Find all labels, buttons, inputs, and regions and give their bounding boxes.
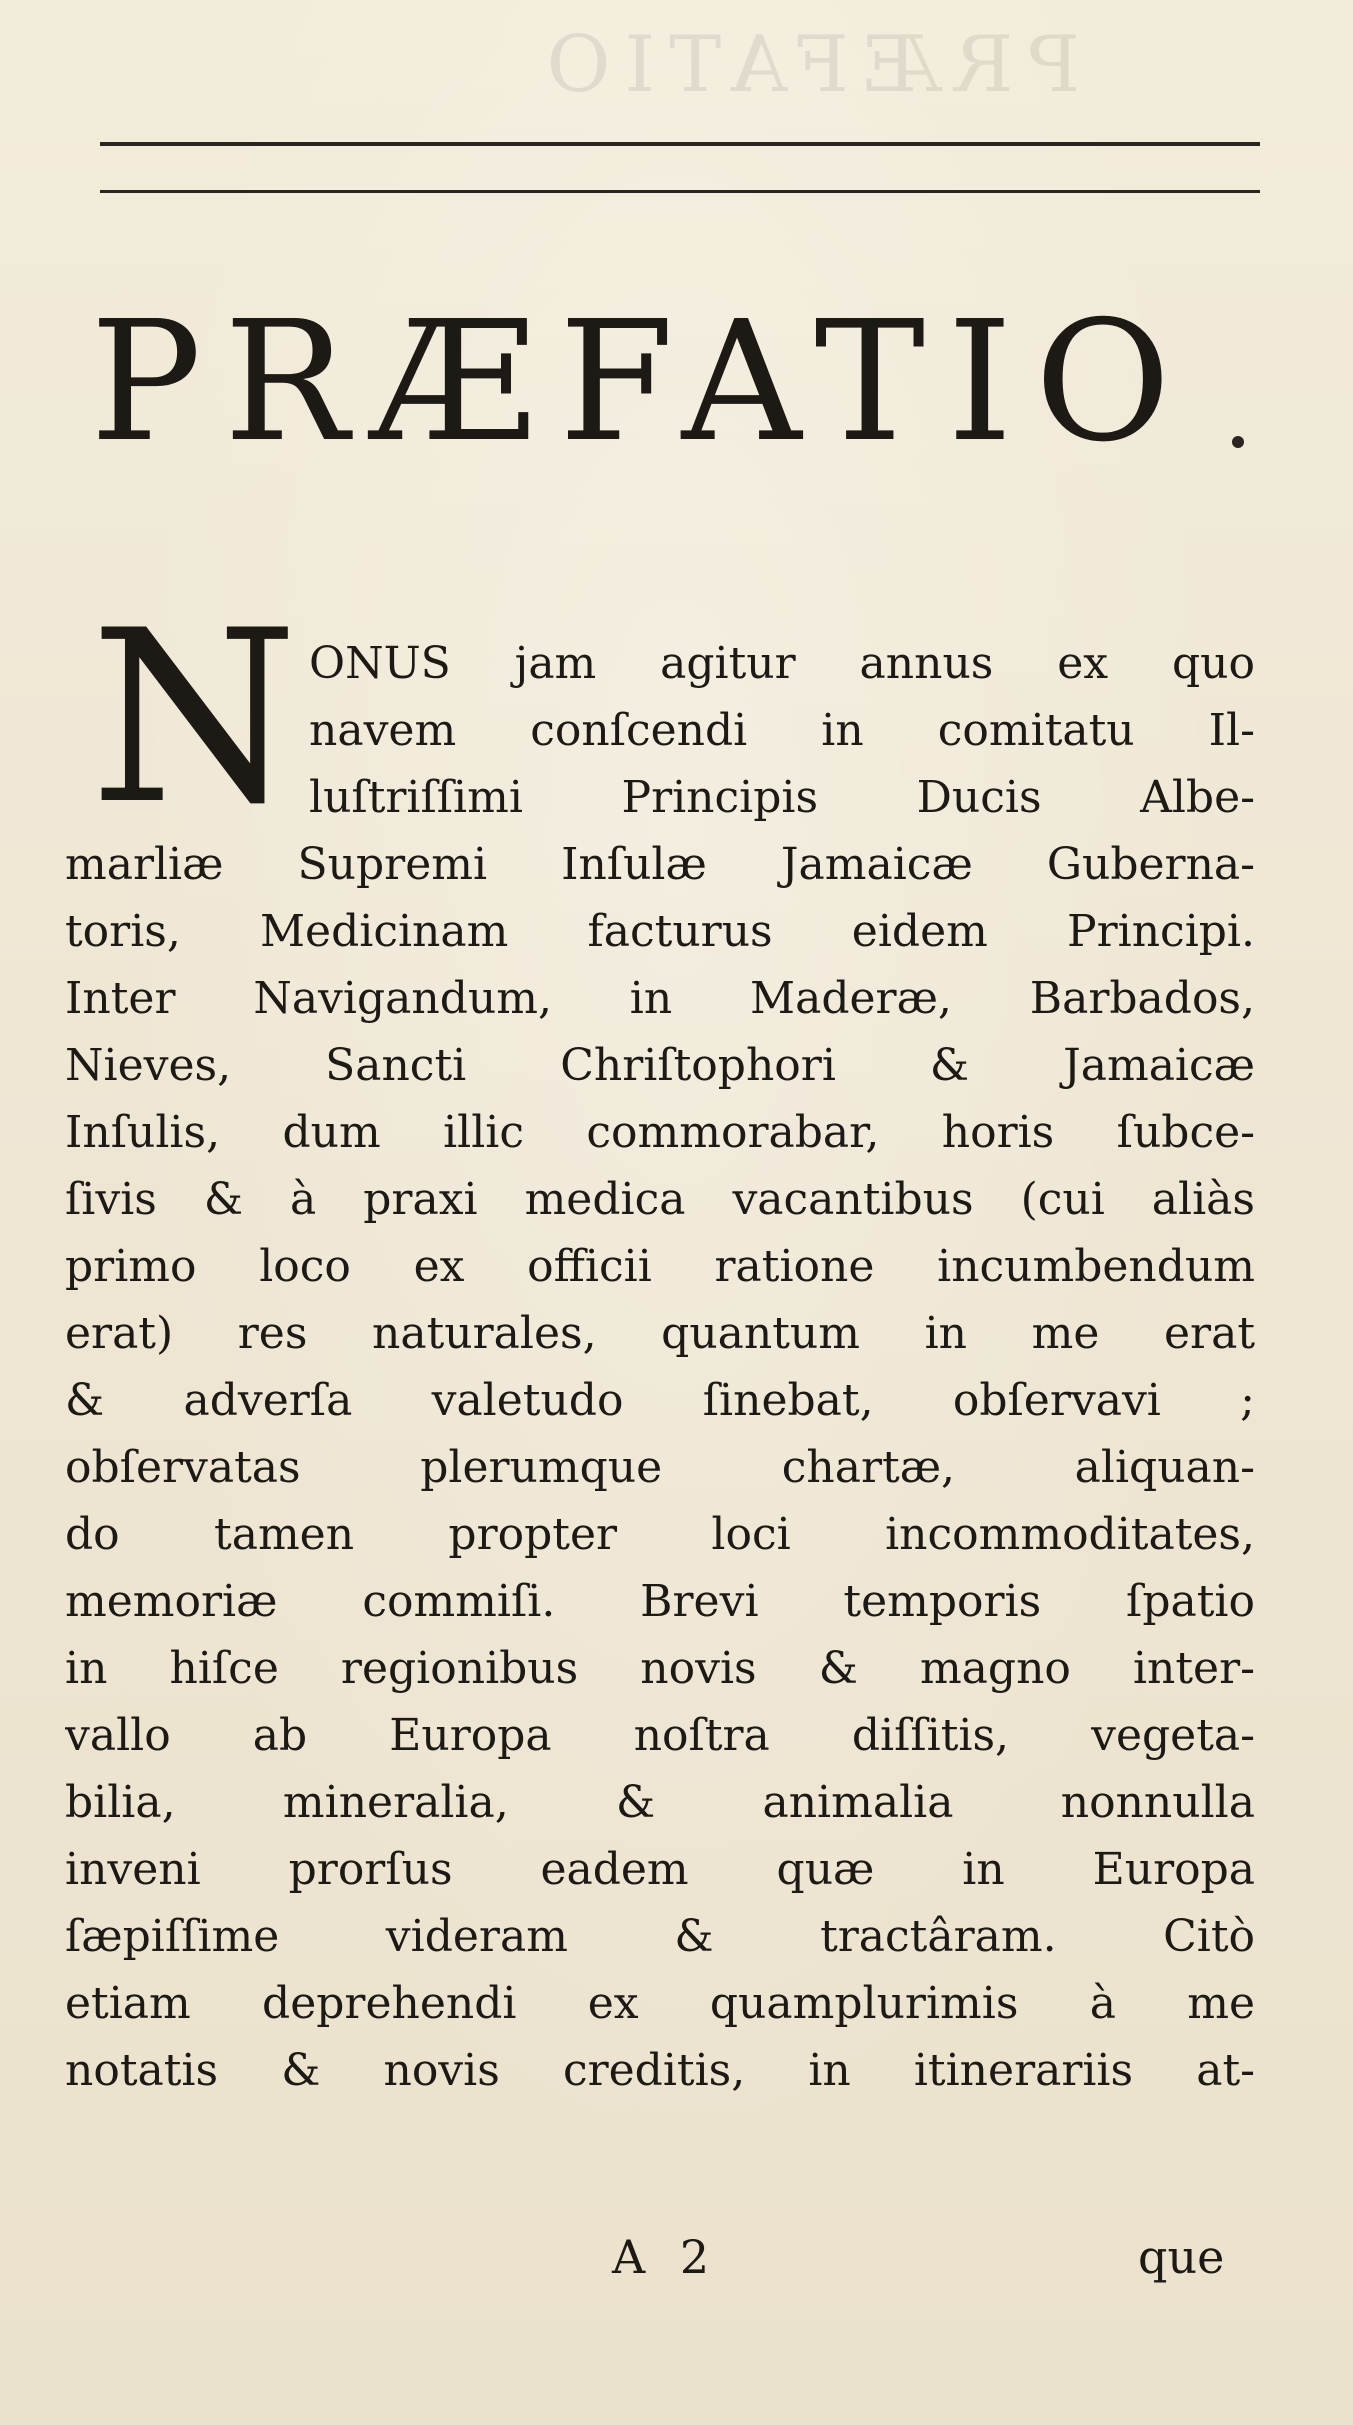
text-line: ONUS jam agitur annus ex quo — [309, 638, 1255, 689]
body-text — [65, 630, 1255, 2104]
text-line: erat) res naturales, quantum in me erat — [65, 1308, 1255, 1359]
text-line: vallo ab Europa noſtra diſſitis, vegeta- — [65, 1710, 1255, 1761]
top-rule — [100, 142, 1260, 146]
catchword: que — [1138, 2230, 1225, 2284]
signature-mark: A 2 — [612, 2230, 720, 2284]
text-line: inveni prorſus eadem quæ in Europa — [65, 1844, 1255, 1895]
text-line: in hiſce regionibus novis & magno inter- — [65, 1643, 1255, 1694]
title-period — [1232, 436, 1244, 448]
text-line: & adverſa valetudo ſinebat, obſervavi ; — [65, 1375, 1255, 1426]
text-line: luſtriſſimi Principis Ducis Albe- — [309, 772, 1255, 823]
text-line: obſervatas plerumque chartæ, aliquan- — [65, 1442, 1255, 1493]
text-line: etiam deprehendi ex quamplurimis à me — [65, 1978, 1255, 2029]
text-line: do tamen propter loci incommoditates, — [65, 1509, 1255, 1560]
text-line: notatis & novis creditis, in itinerariis at- — [65, 2045, 1255, 2096]
text-line: bilia, mineralia, & animalia nonnulla — [65, 1777, 1255, 1828]
text-line: Inter Navigandum, in Maderæ, Barbados, — [65, 973, 1255, 1024]
page-title: PRÆFATIO — [90, 286, 1193, 479]
text-line: navem conſcendi in comitatu Il- — [309, 705, 1255, 756]
text-line: Nieves, Sancti Chriſtophori & Jamaicæ — [65, 1040, 1255, 1091]
text-line: primo loco ex officii ratione incumbendum — [65, 1241, 1255, 1292]
bleed-through-text: ΡRÆFATIO — [532, 20, 1080, 110]
drop-cap: N — [90, 580, 299, 857]
text-line: ſivis & à praxi medica vacantibus (cui aliàs — [65, 1174, 1255, 1225]
text-line: memoriæ commiſi. Brevi temporis ſpatio — [65, 1576, 1255, 1627]
text-line: Inſulis, dum illic commorabar, horis ſubce- — [65, 1107, 1255, 1158]
bottom-rule — [100, 190, 1260, 193]
text-line: marliæ Supremi Inſulæ Jamaicæ Guberna- — [65, 839, 1255, 890]
text-line: toris, Medicinam facturus eidem Principi. — [65, 906, 1255, 957]
text-line: ſæpiſſime videram & tractâram. Citò — [65, 1911, 1255, 1962]
